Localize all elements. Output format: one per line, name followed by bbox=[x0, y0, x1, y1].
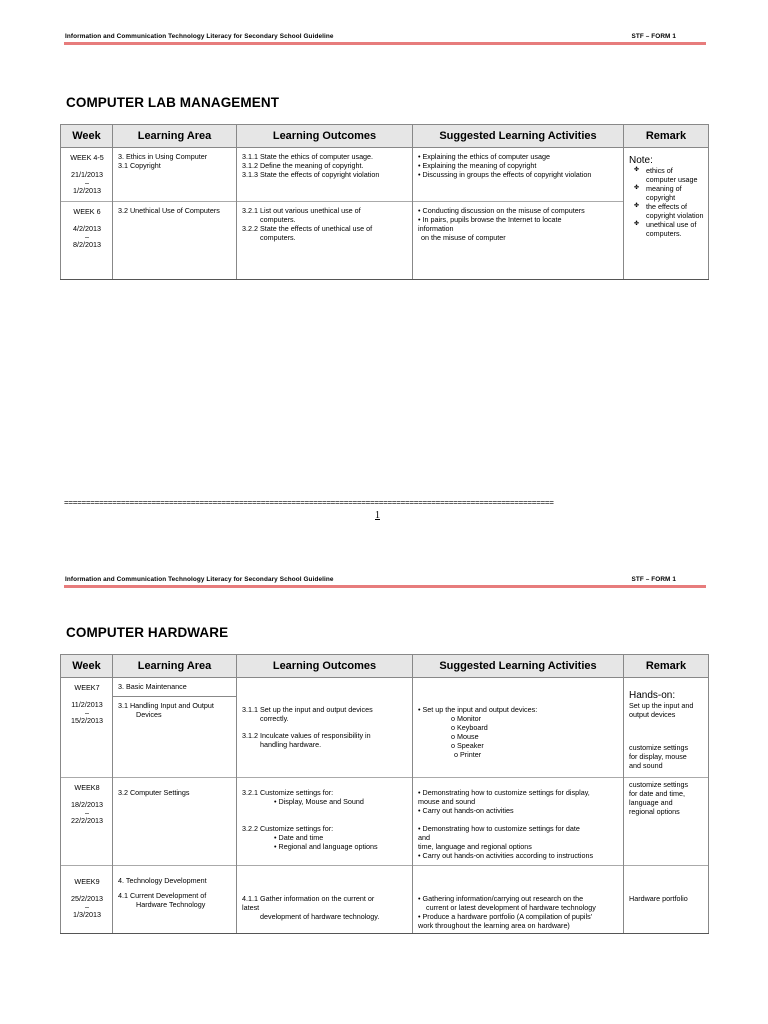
table-row bbox=[61, 866, 709, 934]
learning-area-cell: 4. Technology Development 4.1 Current Development of Hardware Technology bbox=[113, 866, 237, 934]
learning-outcomes-cell: 3.2.1 Customize settings for: • Display, Mouse and Sound 3.2.2 Customize settings for: • Date and time • Regional and language options bbox=[237, 778, 413, 866]
hardware-table bbox=[60, 654, 709, 934]
table-header-row bbox=[61, 655, 709, 678]
week-cell: WEEK 4-5 21/1/2013 – 1/2/2013 bbox=[61, 148, 113, 202]
table-header-row bbox=[61, 125, 709, 148]
remark-cell: Hardware portfolio bbox=[624, 866, 709, 934]
remark-heading: Note: bbox=[629, 155, 653, 166]
header-rule bbox=[64, 42, 706, 45]
col-header-activities: Suggested Learning Activities bbox=[413, 655, 624, 678]
remark-list bbox=[629, 166, 704, 238]
learning-area-cell: 3.2 Unethical Use of Computers bbox=[113, 202, 237, 280]
table-row bbox=[61, 148, 709, 202]
learning-outcomes-cell: 4.1.1 Gather information on the current or latest development of hardware technology. bbox=[237, 866, 413, 934]
week-cell: WEEK8 18/2/2013 – 22/2/2013 bbox=[61, 778, 113, 866]
learning-outcomes-cell: 3.1.1 State the ethics of computer usage. 3.1.2 Define the meaning of copyright. 3.1.3 State the effects of copyright violation bbox=[237, 148, 413, 202]
col-header-activities: Suggested Learning Activities bbox=[413, 125, 624, 148]
page-2 bbox=[0, 560, 768, 1024]
col-header-outcomes: Learning Outcomes bbox=[237, 125, 413, 148]
table-row bbox=[61, 202, 709, 280]
col-header-area: Learning Area bbox=[113, 655, 237, 678]
activities-cell: • Demonstrating how to customize settings for display, mouse and sound • Carry out hands-on activities • Demonstrating how to customize settings for date and time, language and regional options • Carry out hands-on activities according to instructions bbox=[413, 778, 624, 866]
table-row bbox=[61, 678, 709, 778]
remark-heading: Hands-on: bbox=[629, 690, 676, 701]
list-item: ✤ meaning of copyright bbox=[629, 184, 704, 202]
header-rule bbox=[64, 585, 706, 588]
learning-area-cell: 3. Basic Maintenance 3.1 Handling Input and Output Devices bbox=[113, 678, 237, 778]
week-cell: WEEK7 11/2/2013 – 15/2/2013 bbox=[61, 678, 113, 778]
list-item: ✤ ethics of computer usage bbox=[629, 166, 704, 184]
page-number: 1 bbox=[375, 510, 380, 521]
header-form: STF – FORM 1 bbox=[631, 33, 676, 40]
table-row bbox=[61, 778, 709, 866]
header-title: Information and Communication Technology Literacy for Secondary School Guideline bbox=[65, 33, 334, 40]
activities-cell: • Gathering information/carrying out research on the current or latest development of hardware technology • Produce a hardware portfolio (A compilation of pupils' work throughout the learning area on hardware) bbox=[413, 866, 624, 934]
col-header-week: Week bbox=[61, 655, 113, 678]
lab-management-table bbox=[60, 124, 709, 280]
section-title-hardware: COMPUTER HARDWARE bbox=[66, 625, 229, 640]
page-header bbox=[64, 31, 706, 45]
learning-area-cell: 3. Ethics in Using Computer 3.1 Copyright bbox=[113, 148, 237, 202]
activities-cell: • Explaining the ethics of computer usage • Explaining the meaning of copyright • Discussing in groups the effects of copyright violation bbox=[413, 148, 624, 202]
col-header-remark: Remark bbox=[624, 125, 709, 148]
learning-outcomes-cell: 3.1.1 Set up the input and output devices correctly. 3.1.2 Inculcate values of responsibility in handling hardware. bbox=[237, 678, 413, 778]
list-item: ✤ the effects of copyright violation bbox=[629, 202, 704, 220]
remark-cell: Hands-on: Set up the input and output devices customize settings for display, mouse and sound bbox=[624, 678, 709, 778]
week-cell: WEEK9 25/2/2013 – 1/3/2013 bbox=[61, 866, 113, 934]
activities-cell: • Set up the input and output devices: o Monitor o Keyboard o Mouse o Speaker o Printer bbox=[413, 678, 624, 778]
week-cell: WEEK 6 4/2/2013 – 8/2/2013 bbox=[61, 202, 113, 280]
learning-area-cell: 3.2 Computer Settings bbox=[113, 778, 237, 866]
list-item: ✤ unethical use of computers. bbox=[629, 220, 704, 238]
col-header-week: Week bbox=[61, 125, 113, 148]
col-header-area: Learning Area bbox=[113, 125, 237, 148]
learning-outcomes-cell: 3.2.1 List out various unethical use of computers. 3.2.2 State the effects of unethical use of computers. bbox=[237, 202, 413, 280]
remark-cell bbox=[624, 148, 709, 280]
col-header-remark: Remark bbox=[624, 655, 709, 678]
page-separator: ================================================================================================================ bbox=[64, 498, 554, 507]
activities-cell: • Conducting discussion on the misuse of computers • In pairs, pupils browse the Internet to locate information on the misuse of computer bbox=[413, 202, 624, 280]
remark-cell: customize settings for date and time, language and regional options bbox=[624, 778, 709, 866]
header-form: STF – FORM 1 bbox=[631, 576, 676, 583]
col-header-outcomes: Learning Outcomes bbox=[237, 655, 413, 678]
section-title-lab-management: COMPUTER LAB MANAGEMENT bbox=[66, 95, 280, 110]
page-header bbox=[64, 574, 706, 588]
header-title: Information and Communication Technology Literacy for Secondary School Guideline bbox=[65, 576, 334, 583]
